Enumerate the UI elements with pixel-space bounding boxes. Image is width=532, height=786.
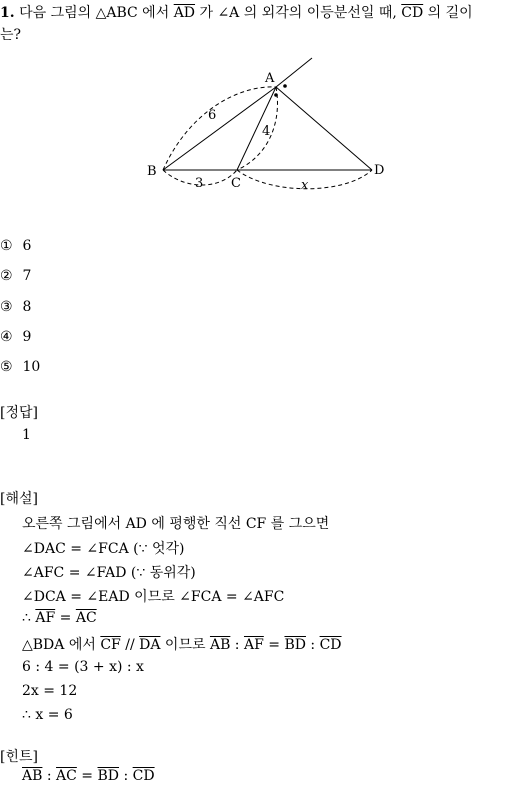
solution-heading: [해설] [0,491,38,507]
segment-AF: $\overline{AF}$ [35,610,56,626]
segment-AF: $\overline{AF}$ [243,637,264,653]
hint-heading: [힌트] [0,749,38,765]
segment-AD: $\overline{AD}$ [173,5,196,21]
text: : [230,637,244,653]
solution-line-4: ∠DCA = ∠EAD 이므로 ∠FCA = ∠AFC [22,589,285,605]
solution-line-8: 2x = 12 [22,683,78,699]
extension-line [276,58,312,87]
choice-mark: ② [0,268,13,284]
segment-AB-line [163,87,276,170]
solution-line-7: 6 : 4 = (3 + x) : x [22,659,144,675]
segment-CD: $\overline{CD}$ [132,768,155,784]
text: △BDA 에서 [22,637,101,653]
label-len-AB: 6 [208,108,217,123]
text: // [120,637,140,653]
question-line-2: 는? [0,27,22,43]
choice-4[interactable] [0,329,31,345]
question-line-1 [0,2,473,22]
segment-CD: $\overline{CD}$ [401,5,424,21]
choice-text: 7 [22,268,32,284]
segment-AB: $\overline{AB}$ [22,768,43,784]
text: = [263,637,285,653]
label-len-CD: x [301,178,309,193]
text: : [42,768,57,784]
choice-3[interactable] [0,299,31,315]
solution-line-9: ∴ x = 6 [22,707,73,723]
solution-line-1: 오른쪽 그림에서 AD 에 평행한 직선 CF 를 그으면 [22,516,330,532]
choice-mark: ④ [0,329,13,345]
text: : [305,637,320,653]
choice-mark: ⑤ [0,359,13,375]
choice-text: 6 [22,238,32,254]
choice-5[interactable] [0,359,40,375]
segment-DA: $\overline{DA}$ [139,637,161,653]
hint-line [22,768,155,784]
choice-text: 10 [22,359,41,375]
choice-1[interactable] [0,238,31,254]
angle-dot-2 [274,93,278,97]
label-C: C [231,176,241,191]
text: = [55,610,76,626]
segment-AC: $\overline{AC}$ [56,768,77,784]
triangle-figure [140,50,400,200]
segment-BD: $\overline{BD}$ [284,637,306,653]
segment-AC: $\overline{AC}$ [75,610,97,626]
segment-AD-line [276,87,372,170]
choice-2[interactable] [0,268,31,284]
label-B: B [147,164,157,179]
choice-text: 9 [22,329,32,345]
solution-line-3: ∠AFC = ∠FAD (∵ 동위각) [22,565,196,581]
label-len-BC: 3 [195,176,204,191]
segment-CF: $\overline{CF}$ [100,637,121,653]
solution-line-6 [22,634,342,654]
segment-CD: $\overline{CD}$ [319,637,342,653]
choice-mark: ③ [0,299,13,315]
question-text: 가 ∠A 의 외각의 이등분선일 때, [195,5,402,21]
question-text: 의 길이 [423,5,473,21]
label-D: D [374,163,385,178]
label-A: A [265,71,275,86]
question-text: 다음 그림의 △ABC 에서 [19,5,174,21]
solution-line-2: ∠DAC = ∠FCA (∵ 엇각) [22,541,185,557]
text: ∴ [22,610,36,626]
angle-dot-1 [283,84,287,88]
text: 이므로 [160,637,210,653]
choice-text: 8 [22,299,32,315]
solution-line-5 [22,610,97,626]
answer-value: 1 [22,427,31,443]
text: : [119,768,133,784]
segment-AB: $\overline{AB}$ [209,637,231,653]
answer-heading: [정답] [0,405,38,421]
question-number: 1. [0,5,15,21]
label-len-AC: 4 [262,124,271,139]
segment-BD: $\overline{BD}$ [97,768,120,784]
choice-mark: ① [0,238,13,254]
text: = [76,768,98,784]
